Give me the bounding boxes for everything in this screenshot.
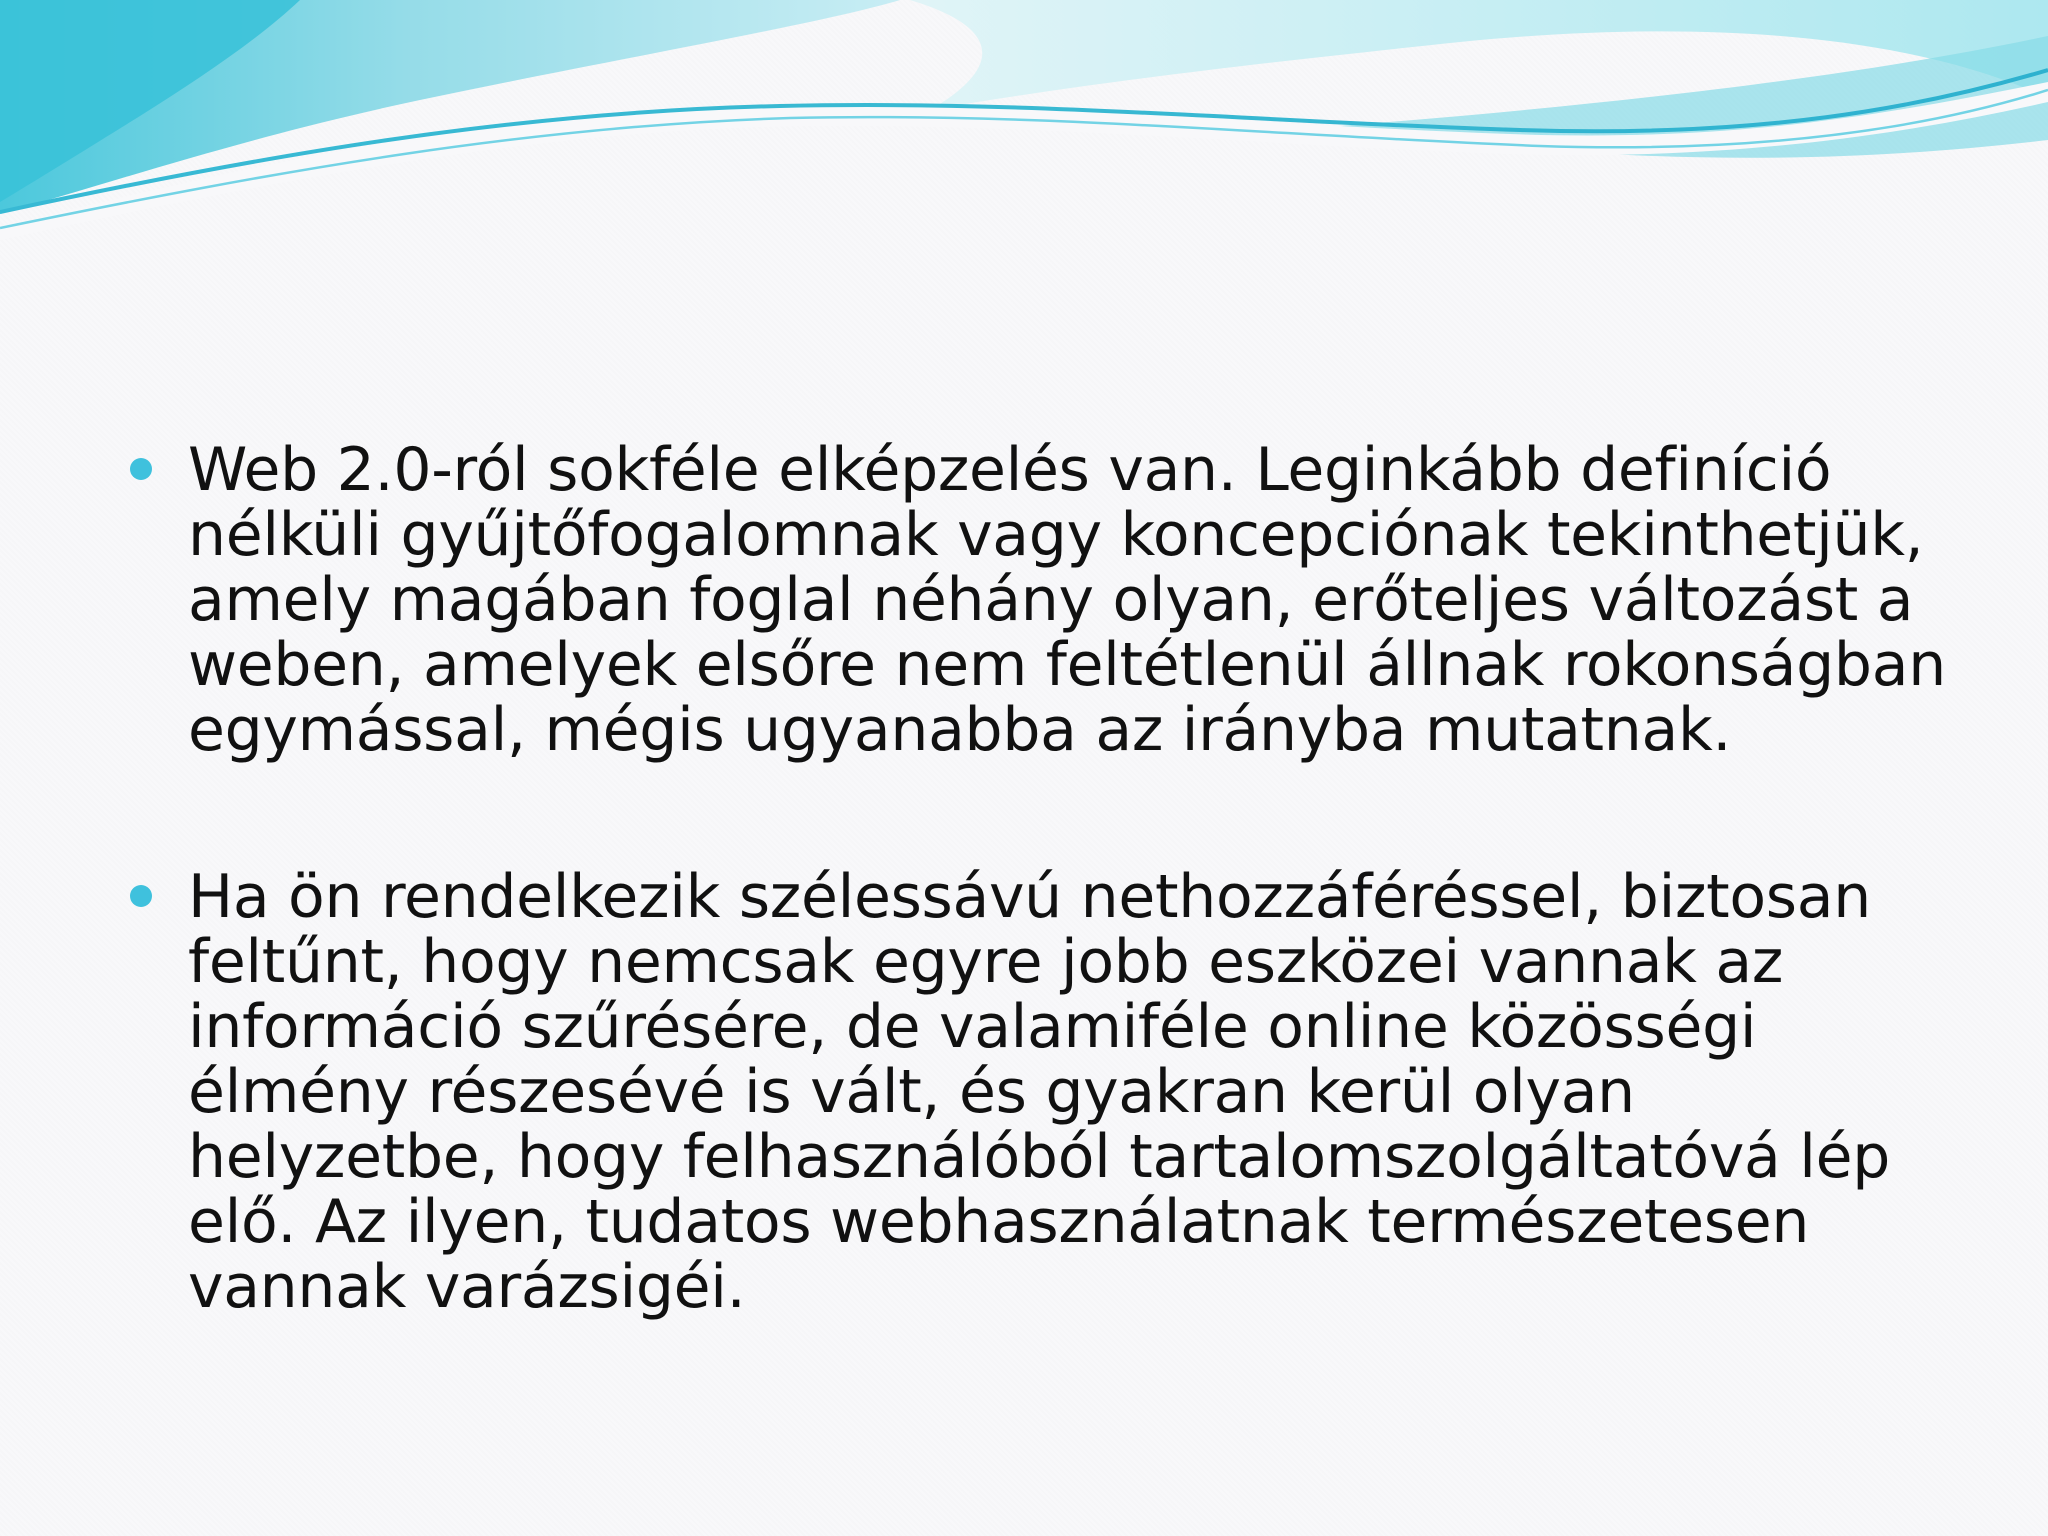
wave-header-decoration bbox=[0, 0, 2048, 240]
bullet-text-2: Ha ön rendelkezik szélessávú nethozzáféréssel, biztosan feltűnt, hogy nemcsak egyre jobb eszközei vannak az információ szűrésére, de valamiféle online közösségi élmény részesévé is vált, és gyakran kerül olyan helyzetbe, hogy felhasználóból tartalomszolgáltatóvá lép elő. Az ilyen, tudatos webhasználatnak természetesen vannak varázsigéi. bbox=[188, 862, 1891, 1322]
bullet-icon bbox=[130, 885, 152, 907]
bullet-item-2 bbox=[130, 862, 1950, 1322]
bullet-list bbox=[130, 435, 1950, 1322]
bullet-icon bbox=[130, 458, 152, 480]
bullet-item-1 bbox=[130, 435, 1950, 765]
bullet-text-1: Web 2.0-ról sokféle elképzelés van. Leginkább definíció nélküli gyűjtőfogalomnak vagy koncepciónak tekinthetjük, amely magában foglal néhány olyan, erőteljes változást a weben, amelyek elsőre nem feltétlenül állnak rokonságban egymással, mégis ugyanabba az irányba mutatnak. bbox=[188, 435, 1946, 765]
